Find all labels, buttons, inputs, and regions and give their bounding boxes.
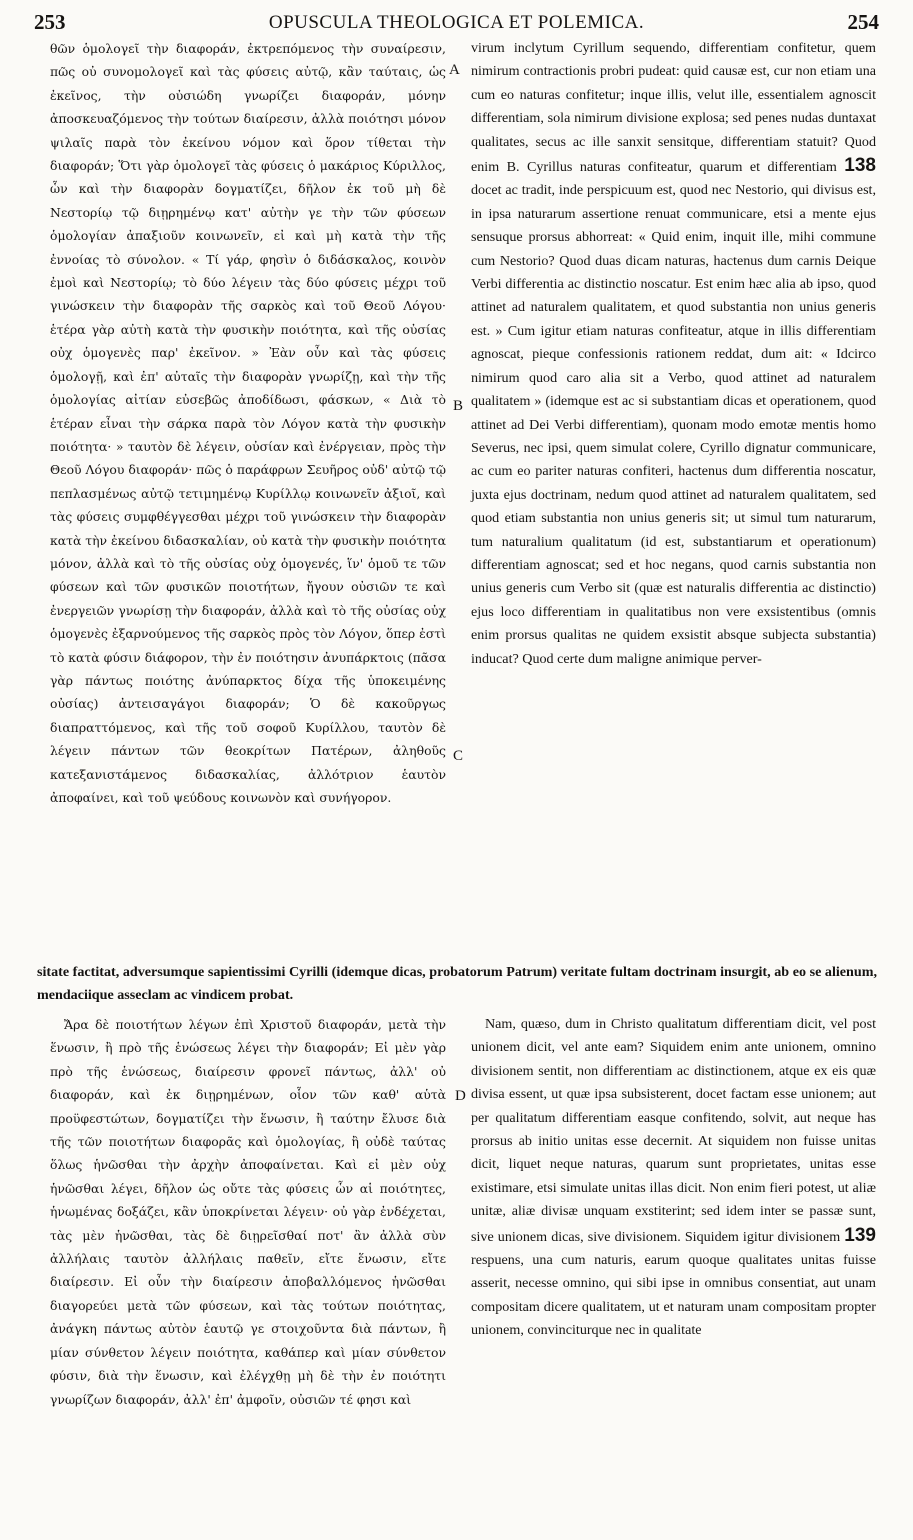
margin-marker-d: D [455,1088,466,1104]
latin-text-part-4: respuens, una cum naturis, earum quoque qualitates unitas fuisse asserit, necesse omnino, qui sibi ipse in omnibus consentiat, aut unam compositam dicere qualitatem, ut et naturam unam compositam propter unionem, convinciturque nec in qualitate [471,1252,876,1339]
latin-column-bottom [471,1013,876,1343]
page-number-right: 254 [847,10,879,34]
greek-paragraph-1: θῶν ὁμολογεῖ τὴν διαφοράν, ἐκτρεπόμενος τὴν συναίρεσιν, πῶς οὐ συνομολογεῖ καὶ τὰς φύσεις αὐτῷ, κἂν ταύταις, ὡς ἐκεῖνος, τὴν οὐσιώδη γνωρίζει διαφοράν, μόνην ἀποσκευαζόμενος τὴν τούτων διαίρεσιν, ἀλλὰ ποιότησι μόνον ψιλαῖς παρὰ τὸν ἐκείνου νόμον καὶ ὅρον τίθεται τὴν διαφοράν; Ὅτι γὰρ ὁμολογεῖ τὰς φύσεις ὁ μακάριος Κύριλλος, ὧν καὶ τὴν διαφορὰν δογματίζει, δῆλον ἐκ τοῦ μὴ δὲ Νεστορίῳ τῷ διῃρημένῳ κατ' αὐτὴν γε τὴν τῶν φύσεων ὁμολογίαν ἀπαξιοῦν κοινωνεῖν, εἰ καὶ μὴ κατὰ τὴν τῆς ἐννοίας τὸ σύνολον. « Τί γάρ, φησὶν ὁ διδάσκαλος, κοινὸν ἐμοὶ καὶ Νεστορίῳ; τὸ δύο λέγειν τὰς δύο φύσεις μέχρι τοῦ γινώσκειν τὴν διαφορὰν τῆς σαρκὸς καὶ τοῦ Θεοῦ Λόγου· ἑτέρα γὰρ αὐτὴ κατὰ τὴν φυσικὴν ποιότητα, καὶ τῆς οὐσίας οὐχ ὁμογενὲς παρ' ἐκεῖνον. » Ἐὰν οὖν καὶ τὰς φύσεις ὁμολογῇ, καὶ ἐπ' αὐταῖς τὴν διαφορὰν γνωρίζῃ, καὶ τὴν τῆς ὁμολογίας αἰτίαν εὐσεβῶς ἀποδίδωσι, φάσκων, « Διὰ τὸ ἑτέραν εἶναι τὴν σάρκα παρὰ τὸν Λόγον κατὰ τὴν φυσικὴν ποιότητα· » ταυτὸν δὲ λέγειν, οὐσίαν καὶ ἐνέργειαν, πρὸς τὴν Θεοῦ Λόγου διαφοράν· πῶς ὁ παράφρων Σευῆρος οὐδ' αὐτῷ τῷ πεπλασμένως αὐτῷ τετιμημένῳ Κυρίλλῳ κοινωνεῖν ἀξιοῖ, καὶ τὰς φύσεις συμφθέγγεσθαι μέχρι τοῦ γινώσκειν τὴν διαφορὰν κατὰ τὴν ἐκείνου διδασκαλίαν, οὐ κατὰ τὴν φυσικὴν ποιότητα μόνον, ἀλλὰ καὶ τὸ τῆς οὐσίας οὐχ ὁμογενές, ἵν' ὁμοῦ τε τῶν φύσεων καὶ τῶν φυσικῶν ποιοτήτων, ἤγουν οὐσιῶν τε καὶ ἐνεργειῶν γνωρίσῃ τὴν διαφοράν, ἀλλὰ καὶ τὸ τῆς οὐσίας οὐχ ὁμογενὲς ἐξαρνούμενος τῆς σαρκὸς πρὸς τὸν Λόγον, ὅπερ ἐστὶ τὸ κατὰ φύσιν διάφορον, τὴν ἐν ποιότησιν ἀνυπάρκτοις (πᾶσα γὰρ πάντως ποιότης ἀνύπαρκτος δίχα τῆς ὑποκειμένης οὐσίας) ἀντεισαγάγοι διαφοράν; Ὁ δὲ κακοῦργως διαπραττόμενος, καὶ τῆς τοῦ σοφοῦ Κυρίλλου, ταυτὸν δὲ λέγειν πάντων τῶν θεοκρίτων Πατέρων, ἀληθοῦς κατεξανιστάμενος διδασκαλίας, ἀλλότριον ἑαυτὸν ἀποφαίνει, καὶ τοῦ ψεύδους κοινωνὸν καὶ συνήγορον. [50,41,446,805]
bridge-text: sitate factitat, adversumque sapientissimi Cyrilli (idemque dicas, probatorum Patrum) veritate fultam doctrinam insurgit, ab eo se alienum, mendaciique asseclam ac vindicem probat. [37,964,877,1004]
column-number-138: 138 [844,155,876,177]
page-number-left: 253 [34,10,66,34]
latin-paragraph-2 [471,1013,876,1343]
greek-column-bottom [50,1013,446,1411]
latin-text-part-2: docet ac tradit, inde perspicuum est, quod nec Nestorio, qui divisus est, in ipsa naturarum assertione renuat communicare, etsi a mente ejus sensuque prorsus abhorreat: « Quid enim, inquit ille, mihi commune cum Nestorio? Quod duas dicam naturas, hactenus dum carnis Deique Verbi differentia ac distinctio noscatur. Est enim hæc alia ab ipso, quod attinet ad naturalem qualitatem, et quod substantia non unius generis est. » Cum igitur etiam naturas confiteatur, atque in illis differentiam agnoscat, pieque confessionis rationem reddat, dum ait: « Idcirco nimirum quod caro alia sit a Verbo, quod attinet ad naturalem qualitatem » (idemque est ac si substantiam dicas et operationem, quod attinet ad Dei Verbi differentiam), quonam modo emotæ mentis homo Severus, nec ipsi, quem simulat colere, Cyrillo dignatur communicare, ac cum eo pariter naturas confiteri, hactenus dum differentia noscatur, juxta ejus doctrinam, nedum quod attinet ad naturalem qualitatem, sed quod etiam substantia non unius generis sit; ut simul tum naturarum, tum naturalium qualitatum (id est, substantiarum et operationum) differentiam agnoscat; sed et hoc negans, quod carnis substantia non unius generis cum Verbo sit (quæ est naturalis differentia ac distinctio) ejus loco differentiam in qualitatibus non vere exsistentibus (omnis enim prorsus qualitas ne quidem exsistit absque subjecta substantia) inducat? Quod certe dum maligne animique perver- [471,182,876,667]
column-number-139: 139 [844,1224,876,1246]
margin-marker-c: C [453,748,464,764]
latin-paragraph-1 [471,37,876,671]
greek-paragraph-2: Ἄρα δὲ ποιοτήτων λέγων ἐπὶ Χριστοῦ διαφοράν, μετὰ τὴν ἕνωσιν, ἢ πρὸ τῆς ἑνώσεως λέγει τὴν διαφοράν; Εἰ μὲν γὰρ πρὸ τῆς ἑνώσεως, διαίρεσιν φρονεῖ πάντως, ἀλλ' οὐ διαφοράν, καὶ ἐκ διῃρημένων, οἷον τῶν καθ' αὑτὰ προϋφεστώτων, δογματίζει τὴν ἕνωσιν, ἢ ταύτην ἔλυσε διὰ τῆς τῶν ποιοτήτων διαφορᾶς καὶ ὁμολογίας, ἢ οὐδὲ ταύτας ὅλως ἡνῶσθαι τὴν ἀρχὴν ἀποφαίνεται. Καὶ εἰ μὲν οὐχ ἡνῶσθαι λέγει, δῆλον ὡς οὔτε τὰς φύσεις ὧν αἱ ποιότητες, ἡνωμένας δοξάζει, κἂν ὑποκρίνεται λέγειν· οὐ γὰρ ἐνδέχεται, τὰς μὲν ἡνῶσθαι, τὰς δὲ διῃρεῖσθαί ποτ' ἂν ἀλλὰ σὺν ἀλλήλαις ταυτὸν ἀλλήλαις παθεῖν, εἴτε ἕνωσιν, εἴτε διαίρεσιν. Εἰ οὖν τὴν διαίρεσιν ἀποβαλλόμενος ἡνῶσθαι διαγορεύει μετὰ τῶν φύσεων, καὶ τὰς τούτων ποιότητας, ἀνάγκη πάντως αὐτὸν ἑαυτῷ γε στοιχοῦντα διὰ πάντων, ἢ μίαν σύνθετον λέγειν ποιότητα, καθάπερ καὶ μίαν σύνθετον φύσιν, διὰ τὴν ἕνωσιν, καὶ ἐλέγχθῃ μὴ δὲ τὴν ἐν ποιότητι γνωρίζων διαφοράν, ἀλλ' ἐπ' ἀμφοῖν, οὐσιῶν τέ φησι καὶ [50,1017,446,1407]
latin-column-top [471,37,876,671]
margin-marker-b: B [453,398,464,414]
latin-text-part-3: Nam, quæso, dum in Christo qualitatum differentiam dicit, vel post unionem dicit, vel ante eam? Siquidem enim ante unionem, omnino divisionem sentit, non differentiam ac distinctionem, atque ex eis quæ divisa essent, ut quæ ipsa subsisterent, docet factam esse unionem; aut per qualitatum differentiam easque confitendo, solvit, aut neque has prorsus ab initio unitas esse decernit. At siquidem non fuisse unitas dicit, liquet neque naturas, quarum sunt proprietates, unitas esse existimare, etsi simulate unitas illas dicit. Non enim fieri potest, ut aliæ unitæ, aliæ divisæ unquam exstiterint; sed idem inter se passæ sunt, sive unionem dicas, sive divisionem. Siquidem igitur divisionem [471,1016,876,1245]
margin-marker-a: A [449,62,460,78]
bridge-line [37,961,877,1008]
latin-text-part-1: virum inclytum Cyrillum sequendo, differentiam confitetur, quem nimirum contractionis probri pudeat: quid causæ est, cur non etiam una cum eo naturas confitetur; inque illis, velut ille, essentialem agnoscit differentiam, sola nimirum divisione explosa; sed penes nudas duntaxat qualitates, secus ac ille sanxit sensitque, differentiam statuit? Quod enim B. Cyrillus naturas confiteatur, quarum et differentiam [471,40,876,176]
page-header [30,10,883,38]
running-title: OPUSCULA THEOLOGICA ET POLEMICA. [268,12,645,33]
greek-column-top [50,37,446,809]
